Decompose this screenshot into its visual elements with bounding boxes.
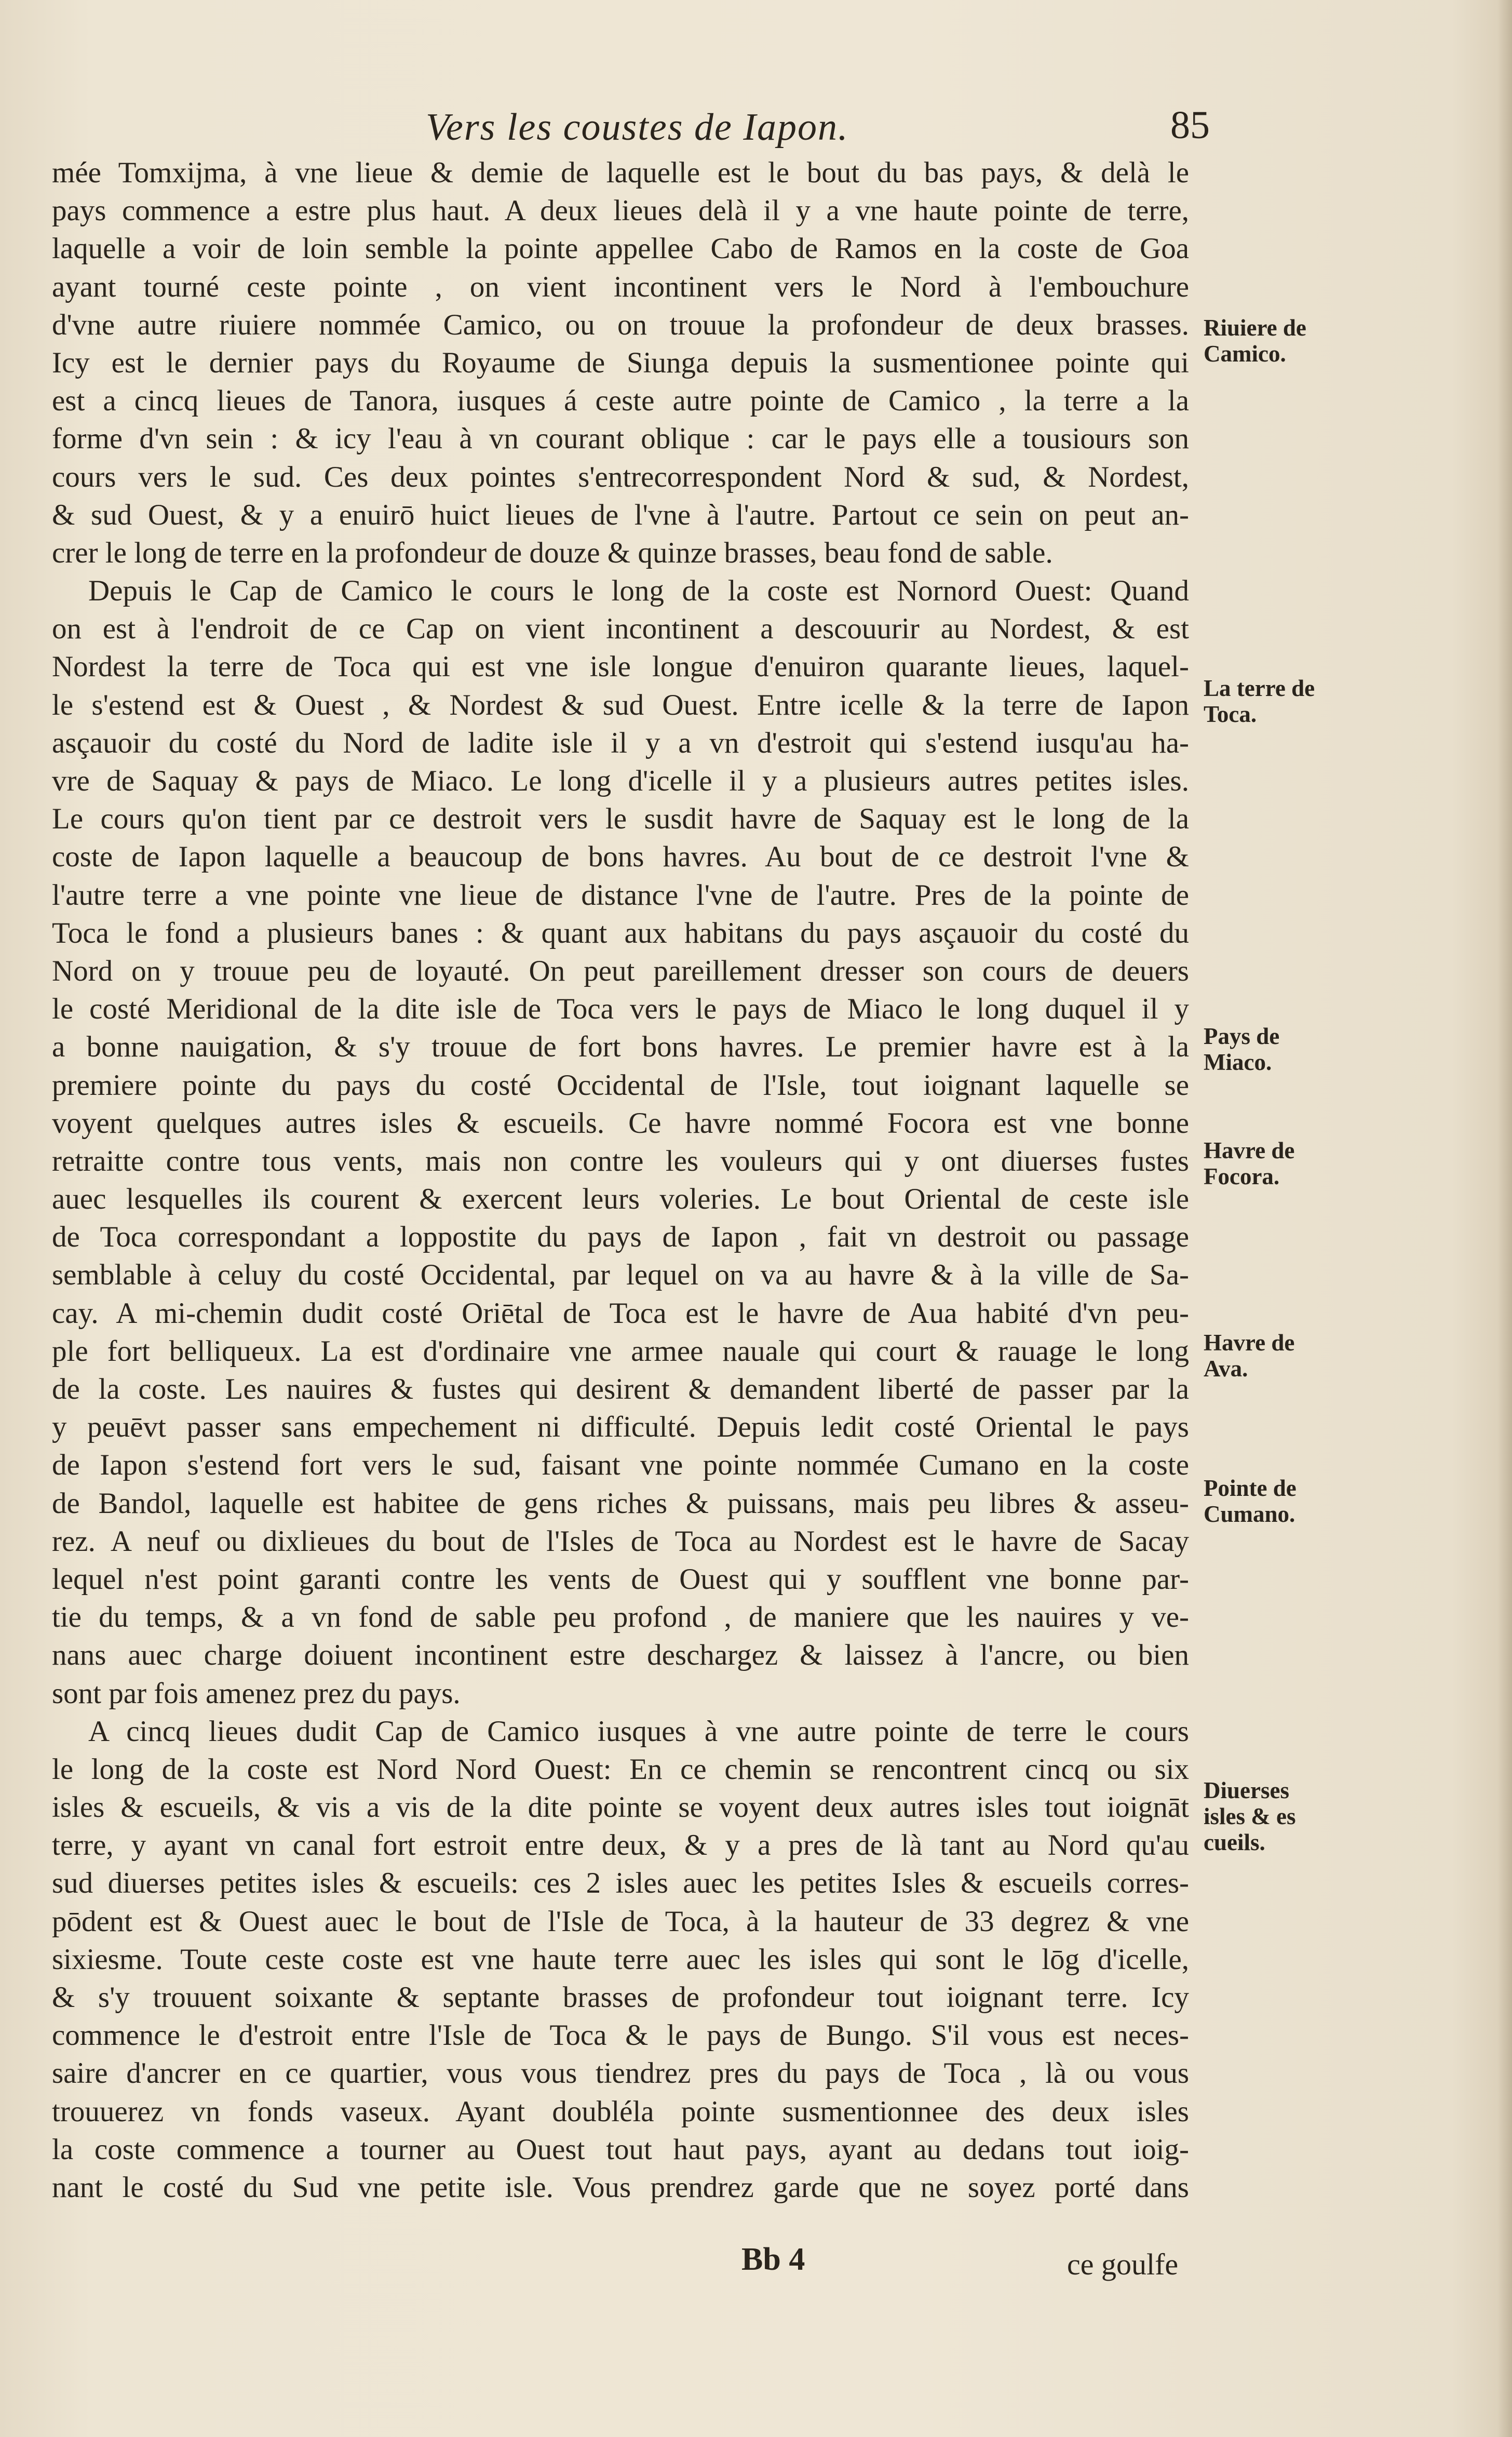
marginal-note [1204,1023,1354,1075]
text-line: ayant tourné ceste pointe , on vient incontinent vers le Nord à l'embouchure [52,270,1189,303]
text-line: pays commence a estre plus haut. A deux lieues delà il y a vne haute pointe de terre, [52,194,1189,227]
text-line: & sud Ouest, & y a enuirō huict lieues de l'vne à l'autre. Partout ce sein on peut an- [52,498,1189,531]
text-line: est a cincq lieues de Tanora, iusques á ceste autre pointe de Camico , la terre a la [52,384,1189,418]
paragraph-first-line: A cincq lieues dudit Cap de Camico iusques à vne autre pointe de terre le cours [88,1715,1189,1748]
text-line: rez. A neuf ou dixlieues du bout de l'Isles de Toca au Nordest est le havre de Sacay [52,1524,1189,1558]
marginal-note [1204,675,1354,727]
text-line: sixiesme. Toute ceste coste est vne haute terre auec les isles qui sont le lōg d'icelle, [52,1943,1189,1976]
marginal-note-line: Riuiere de [1204,315,1306,341]
marginal-note-line: Cumano. [1204,1501,1295,1527]
text-line: Toca le fond a plusieurs banes : & quant aux habitans du pays asçauoir du costé du [52,916,1189,949]
marginal-note [1204,315,1354,367]
paragraph-first-line: Depuis le Cap de Camico le cours le long de la coste est Nornord Ouest: Quand [88,574,1189,608]
text-line: coste de Iapon laquelle a beaucoup de bons havres. Au bout de ce destroit l'vne & [52,840,1189,874]
text-line: d'vne autre riuiere nommée Camico, ou on trouue la profondeur de deux brasses. [52,308,1189,341]
text-line: y peuēvt passer sans empechement ni difficulté. Depuis ledit costé Oriental le pays [52,1411,1189,1444]
text-line: retraitte contre tous vents, mais non contre les vouleurs qui y ont diuerses fustes [52,1144,1189,1177]
marginal-note-line: Havre de [1204,1330,1295,1356]
catchword: ce goulfe [1067,2247,1179,2281]
text-line: on est à l'endroit de ce Cap on vient incontinent a descouurir au Nordest, & est [52,612,1189,646]
text-line: nans auec charge doiuent incontinent estre deschargez & laissez à l'ancre, ou bien [52,1639,1189,1672]
text-line: de la coste. Les nauires & fustes qui desirent & demandent liberté de passer par la [52,1373,1189,1405]
text-line: laquelle a voir de loin semble la pointe appellee Cabo de Ramos en la coste de Goa [52,232,1189,265]
text-line: lequel n'est point garanti contre les vents de Ouest qui y soufflent vne bonne par- [52,1562,1189,1596]
text-line: & s'y trouuent soixante & septante brasses de profondeur tout ioignant terre. Icy [52,1981,1189,2014]
text-line: sont par fois amenez prez du pays. [52,1677,461,1710]
text-line: cay. A mi-chemin dudit costé Oriētal de Toca est le havre de Aua habité d'vn peu- [52,1296,1189,1330]
text-line: Le cours qu'on tient par ce destroit vers le susdit havre de Saquay est le long de la [52,802,1189,836]
text-line: forme d'vn sein : & icy l'eau à vn courant oblique : car le pays elle a tousiours son [52,422,1189,456]
marginal-note-line: Diuerses [1204,1777,1289,1803]
text-line: le s'estend est & Ouest , & Nordest & sud Ouest. Entre icelle & la terre de Iapon [52,688,1189,721]
body-text [52,154,1189,2206]
marginal-note [1204,1330,1354,1382]
text-line: le costé Meridional de la dite isle de Toca vers le pays de Miaco le long duquel il y [52,993,1189,1026]
text-line: isles & escueils, & vis a vis de la dite pointe se voyent deux autres isles tout ioignāt [52,1791,1189,1824]
page-number: 85 [1170,103,1210,147]
marginal-note-line: Focora. [1204,1163,1280,1189]
text-line: saire d'ancrer en ce quartier, vous vous tiendrez pres du pays de Toca , là ou vous [52,2057,1189,2090]
text-line: tie du temps, & a vn fond de sable peu profond , de maniere que les nauires y ve- [52,1601,1189,1634]
marginal-note-line: Ava. [1204,1356,1248,1382]
text-line: la coste commence a tourner au Ouest tout haut pays, ayant au dedans tout ioig- [52,2133,1189,2166]
text-line: Nordest la terre de Toca qui est vne isle longue d'enuiron quarante lieues, laquel- [52,650,1189,684]
text-line: commence le d'estroit entre l'Isle de Toca & le pays de Bungo. S'il vous est neces- [52,2019,1189,2052]
text-line: trouuerez vn fonds vaseux. Ayant doubléla pointe susmentionnee des deux isles [52,2095,1189,2128]
marginal-note-line: Pays de [1204,1023,1280,1049]
text-line: pōdent est & Ouest auec le bout de l'Isle de Toca, à la hauteur de 33 degrez & vne [52,1905,1189,1938]
text-line: premiere pointe du pays du costé Occidental de l'Isle, tout ioignant laquelle se [52,1068,1189,1102]
marginal-note-line: isles & es [1204,1803,1296,1829]
text-line: a bonne nauigation, & s'y trouue de fort bons havres. Le premier havre est à la [52,1030,1189,1064]
text-line: auec lesquelles ils courent & exercent leurs voleries. Le bout Oriental de ceste isle [52,1183,1189,1216]
text-line: Icy est le dernier pays du Royaume de Siunga depuis la susmentionee pointe qui [52,346,1189,379]
marginal-note-line: Toca. [1204,701,1257,727]
marginal-note-line: Miaco. [1204,1049,1272,1075]
text-line: nant le costé du Sud vne petite isle. Vous prendrez garde que ne soyez porté dans [52,2171,1189,2204]
text-line: voyent quelques autres isles & escueils. Ce havre nommé Focora est vne bonne [52,1106,1189,1140]
marginal-note [1204,1475,1354,1527]
marginal-note-line: Havre de [1204,1137,1295,1163]
text-line: ple fort belliqueux. La est d'ordinaire vne armee nauale qui court & rauage le long [52,1334,1189,1368]
marginal-note-line: La terre de [1204,675,1315,701]
text-line: Nord on y trouue peu de loyauté. On peut pareillement dresser son cours de deuers [52,954,1189,987]
text-line: l'autre terre a vne pointe vne lieue de distance l'vne de l'autre. Pres de la pointe de [52,878,1189,912]
text-line: crer le long de terre en la profondeur de douze & quinze brasses, beau fond de sable. [52,536,1053,569]
text-line: sud diuerses petites isles & escueils: ces 2 isles auec les petites Isles & escueils corres- [52,1867,1189,1900]
running-head: Vers les coustes de Iapon. [426,106,849,149]
marginal-note [1204,1777,1354,1855]
marginal-note [1204,1137,1354,1189]
text-line: terre, y ayant vn canal fort estroit entre deux, & y a pres de là tant au Nord qu'au [52,1829,1189,1862]
text-line: le long de la coste est Nord Nord Ouest: En ce chemin se rencontrent cincq ou six [52,1752,1189,1786]
text-line: cours vers le sud. Ces deux pointes s'entrecorrespondent Nord & sud, & Nordest, [52,460,1189,493]
text-line: mée Tomxijma, à vne lieue & demie de laquelle est le bout du bas pays, & delà le [52,156,1189,189]
text-line: asçauoir du costé du Nord de ladite isle il y a vn d'estroit qui s'estend iusqu'au ha- [52,726,1189,759]
marginal-note-line: cueils. [1204,1829,1265,1855]
text-line: semblable à celuy du costé Occidental, par lequel on va au havre & à la ville de Sa- [52,1258,1189,1292]
text-line: de Toca correspondant a loppostite du pays de Iapon , fait vn destroit ou passage [52,1221,1189,1254]
signature-mark: Bb 4 [741,2242,805,2277]
text-line: de Iapon s'estend fort vers le sud, faisant vne pointe nommée Cumano en la coste [52,1449,1189,1482]
text-line: de Bandol, laquelle est habitee de gens riches & puissans, mais peu libres & asseu- [52,1487,1189,1520]
text-line: vre de Saquay & pays de Miaco. Le long d'icelle il y a plusieurs autres petites isles. [52,765,1189,797]
marginal-note-line: Pointe de [1204,1475,1297,1501]
marginal-note-line: Camico. [1204,341,1286,367]
page-edge-shadow [1497,0,1512,2437]
